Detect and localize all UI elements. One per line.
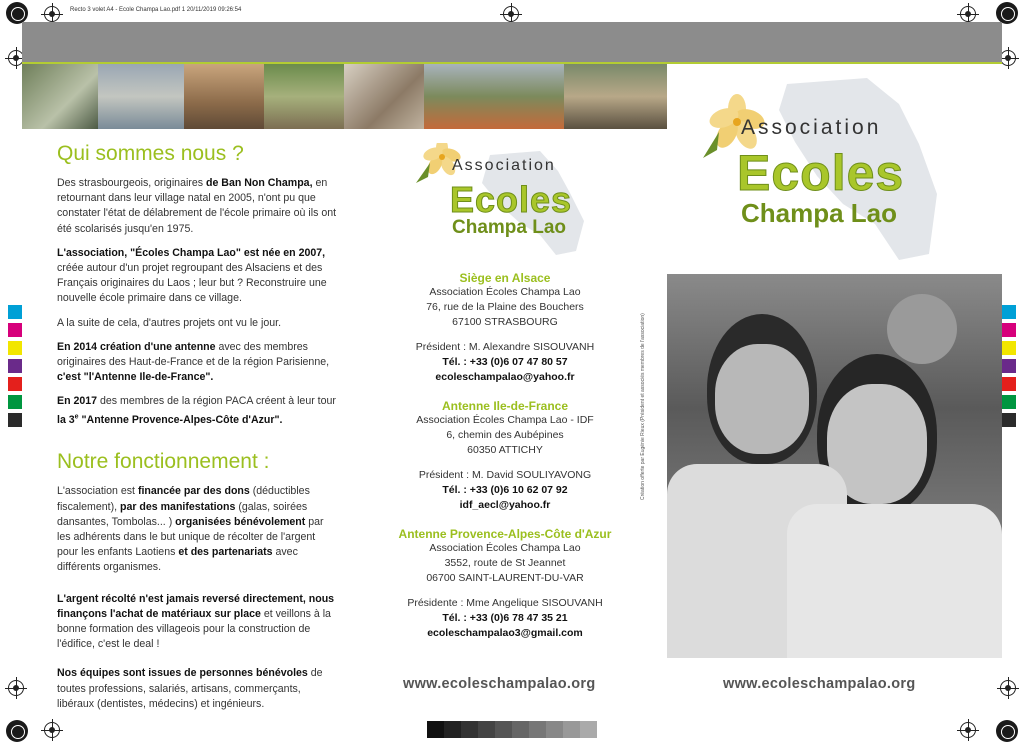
about-paragraph: En 2014 création d'une antenne avec des membres originaires des Haut-de-France et de la région Parisienne, c'est "l'Antenne Ile-de-France". [57,340,330,384]
cover-logo [667,64,1002,274]
idf-line: 6, chemin des Aubépines [446,429,564,441]
paca-line: 3552, route de St Jeannet [444,557,566,569]
idf-phone: Tél. : +33 (0)6 10 62 07 92 [442,484,568,496]
about-paragraph: Des strasbourgeois, originaires de Ban Non Champa, en retournant dans leur village natal en 2005, n'ont pu que constater l'état de délabrement de l'école primaire où ils ont été scolarisés jusqu'en 1975. [57,177,337,235]
logo-small-line3: Champa Lao [452,217,567,238]
registration-mark-icon [6,720,28,742]
alsace-line: Association Écoles Champa Lao [429,286,581,298]
logo-small [370,143,640,261]
website-link-cover[interactable]: www.ecoleschampalao.org [723,676,916,692]
alsace-line: 76, rue de la Plaine des Bouchers [426,301,584,313]
crosshair-mark-icon [8,680,24,696]
operation-paragraph: L'argent récolté n'est jamais reversé directement, nous finançons l'achat de matériaux sur place et veillons à la bonne formation des villageois pour la construction de l'édifice, c'est le deal ! [57,592,335,651]
grayscale-calibration-bar [427,721,597,738]
operation-paragraph: Nos équipes sont issues de personnes bénévoles de toutes professions, salariés, artisans, commerçants, libéraux (dentistes, médecins) et ingénieurs. [57,667,323,710]
photo-credit: Création offerte par Eugénie Rieux (Président et associés membres de l'association) [640,313,646,500]
print-slug: Recto 3 volet A4 - Ecole Champa Lao.pdf 1 20/11/2019 09:26:54 [70,7,242,13]
registration-mark-icon [6,2,28,24]
photo-workers [564,64,667,129]
registration-mark-icon [996,720,1018,742]
photo-strip [22,64,667,129]
cover-logo-line2: Ecoles [737,145,905,201]
crosshair-mark-icon [1000,680,1016,696]
alsace-email[interactable]: ecoleschampalao@yahoo.fr [435,371,575,383]
alsace-president: Président : M. Alexandre SISOUVANH [415,341,595,353]
photo-group [424,64,564,129]
photo-village [264,64,344,129]
paca-president: Présidente : Mme Angelique SISOUVANH [407,597,603,609]
about-paragraph: En 2017 des membres de la région PACA créent à leur tour la 3e "Antenne Provence-Alpes-Côte d'Azur". [57,395,336,427]
operation-heading: Notre fonctionnement : [57,450,270,474]
contacts-panel [370,143,640,641]
logo-small-line1: Association [452,157,556,174]
registration-mark-icon [996,2,1018,24]
alsace-line: 67100 STRASBOURG [452,316,558,328]
photo-classroom [184,64,264,129]
paca-title: Antenne Provence-Alpes-Côte d'Azur [398,527,612,541]
operation-paragraph: L'association est financée par des dons (déductibles fiscalement), par des manifestations (galas, soirées dansantes, Tombolas... ) organisées bénévolement par les adhérents dans le but unique de récolter de l'argent pour les enfants Laotiens et des partenariats avec différents organismes. [57,485,324,574]
crosshair-mark-icon [503,6,519,22]
idf-president: Président : M. David SOULIYAVONG [418,469,592,481]
website-link-middle[interactable]: www.ecoleschampalao.org [403,676,596,692]
paca-line: 06700 SAINT-LAURENT-DU-VAR [426,572,584,584]
about-panel [57,142,337,721]
about-paragraph: A la suite de cela, d'autres projets ont vu le jour. [57,316,282,329]
cover-logo-line1: Association [741,116,882,139]
logo-small-line2: Ecoles [450,179,573,220]
crosshair-mark-icon [1000,50,1016,66]
idf-email[interactable]: idf_aecl@yahoo.fr [459,499,551,511]
photo-schoolyard [98,64,184,129]
cover-logo-line3: Champa Lao [741,198,898,228]
idf-line: 60350 ATTICHY [467,444,543,456]
alsace-phone: Tél. : +33 (0)6 07 47 80 57 [442,356,568,368]
crosshair-mark-icon [44,6,60,22]
crosshair-mark-icon [44,722,60,738]
alsace-title: Siège en Alsace [459,271,551,285]
about-paragraph: L'association, "Écoles Champa Lao" est née en 2007, créée autour d'un projet regroupant des Alsaciens et des Français originaires du Laos ; leur but ? Reconstruire une nouvelle école primaire dans ce village. [57,246,327,305]
idf-line: Association Écoles Champa Lao - IDF [416,414,594,426]
cover-photo-children [667,274,1002,658]
paca-line: Association Écoles Champa Lao [429,542,581,554]
crosshair-mark-icon [960,6,976,22]
photo-portrait [344,64,424,129]
idf-title: Antenne Ile-de-France [441,399,569,413]
paca-phone: Tél. : +33 (0)6 78 47 35 21 [442,612,568,624]
about-heading: Qui sommes nous ? [57,142,244,165]
paca-email[interactable]: ecoleschampalao3@gmail.com [427,627,583,639]
header-band [22,22,1002,62]
crosshair-mark-icon [960,722,976,738]
photo-children [22,64,98,129]
